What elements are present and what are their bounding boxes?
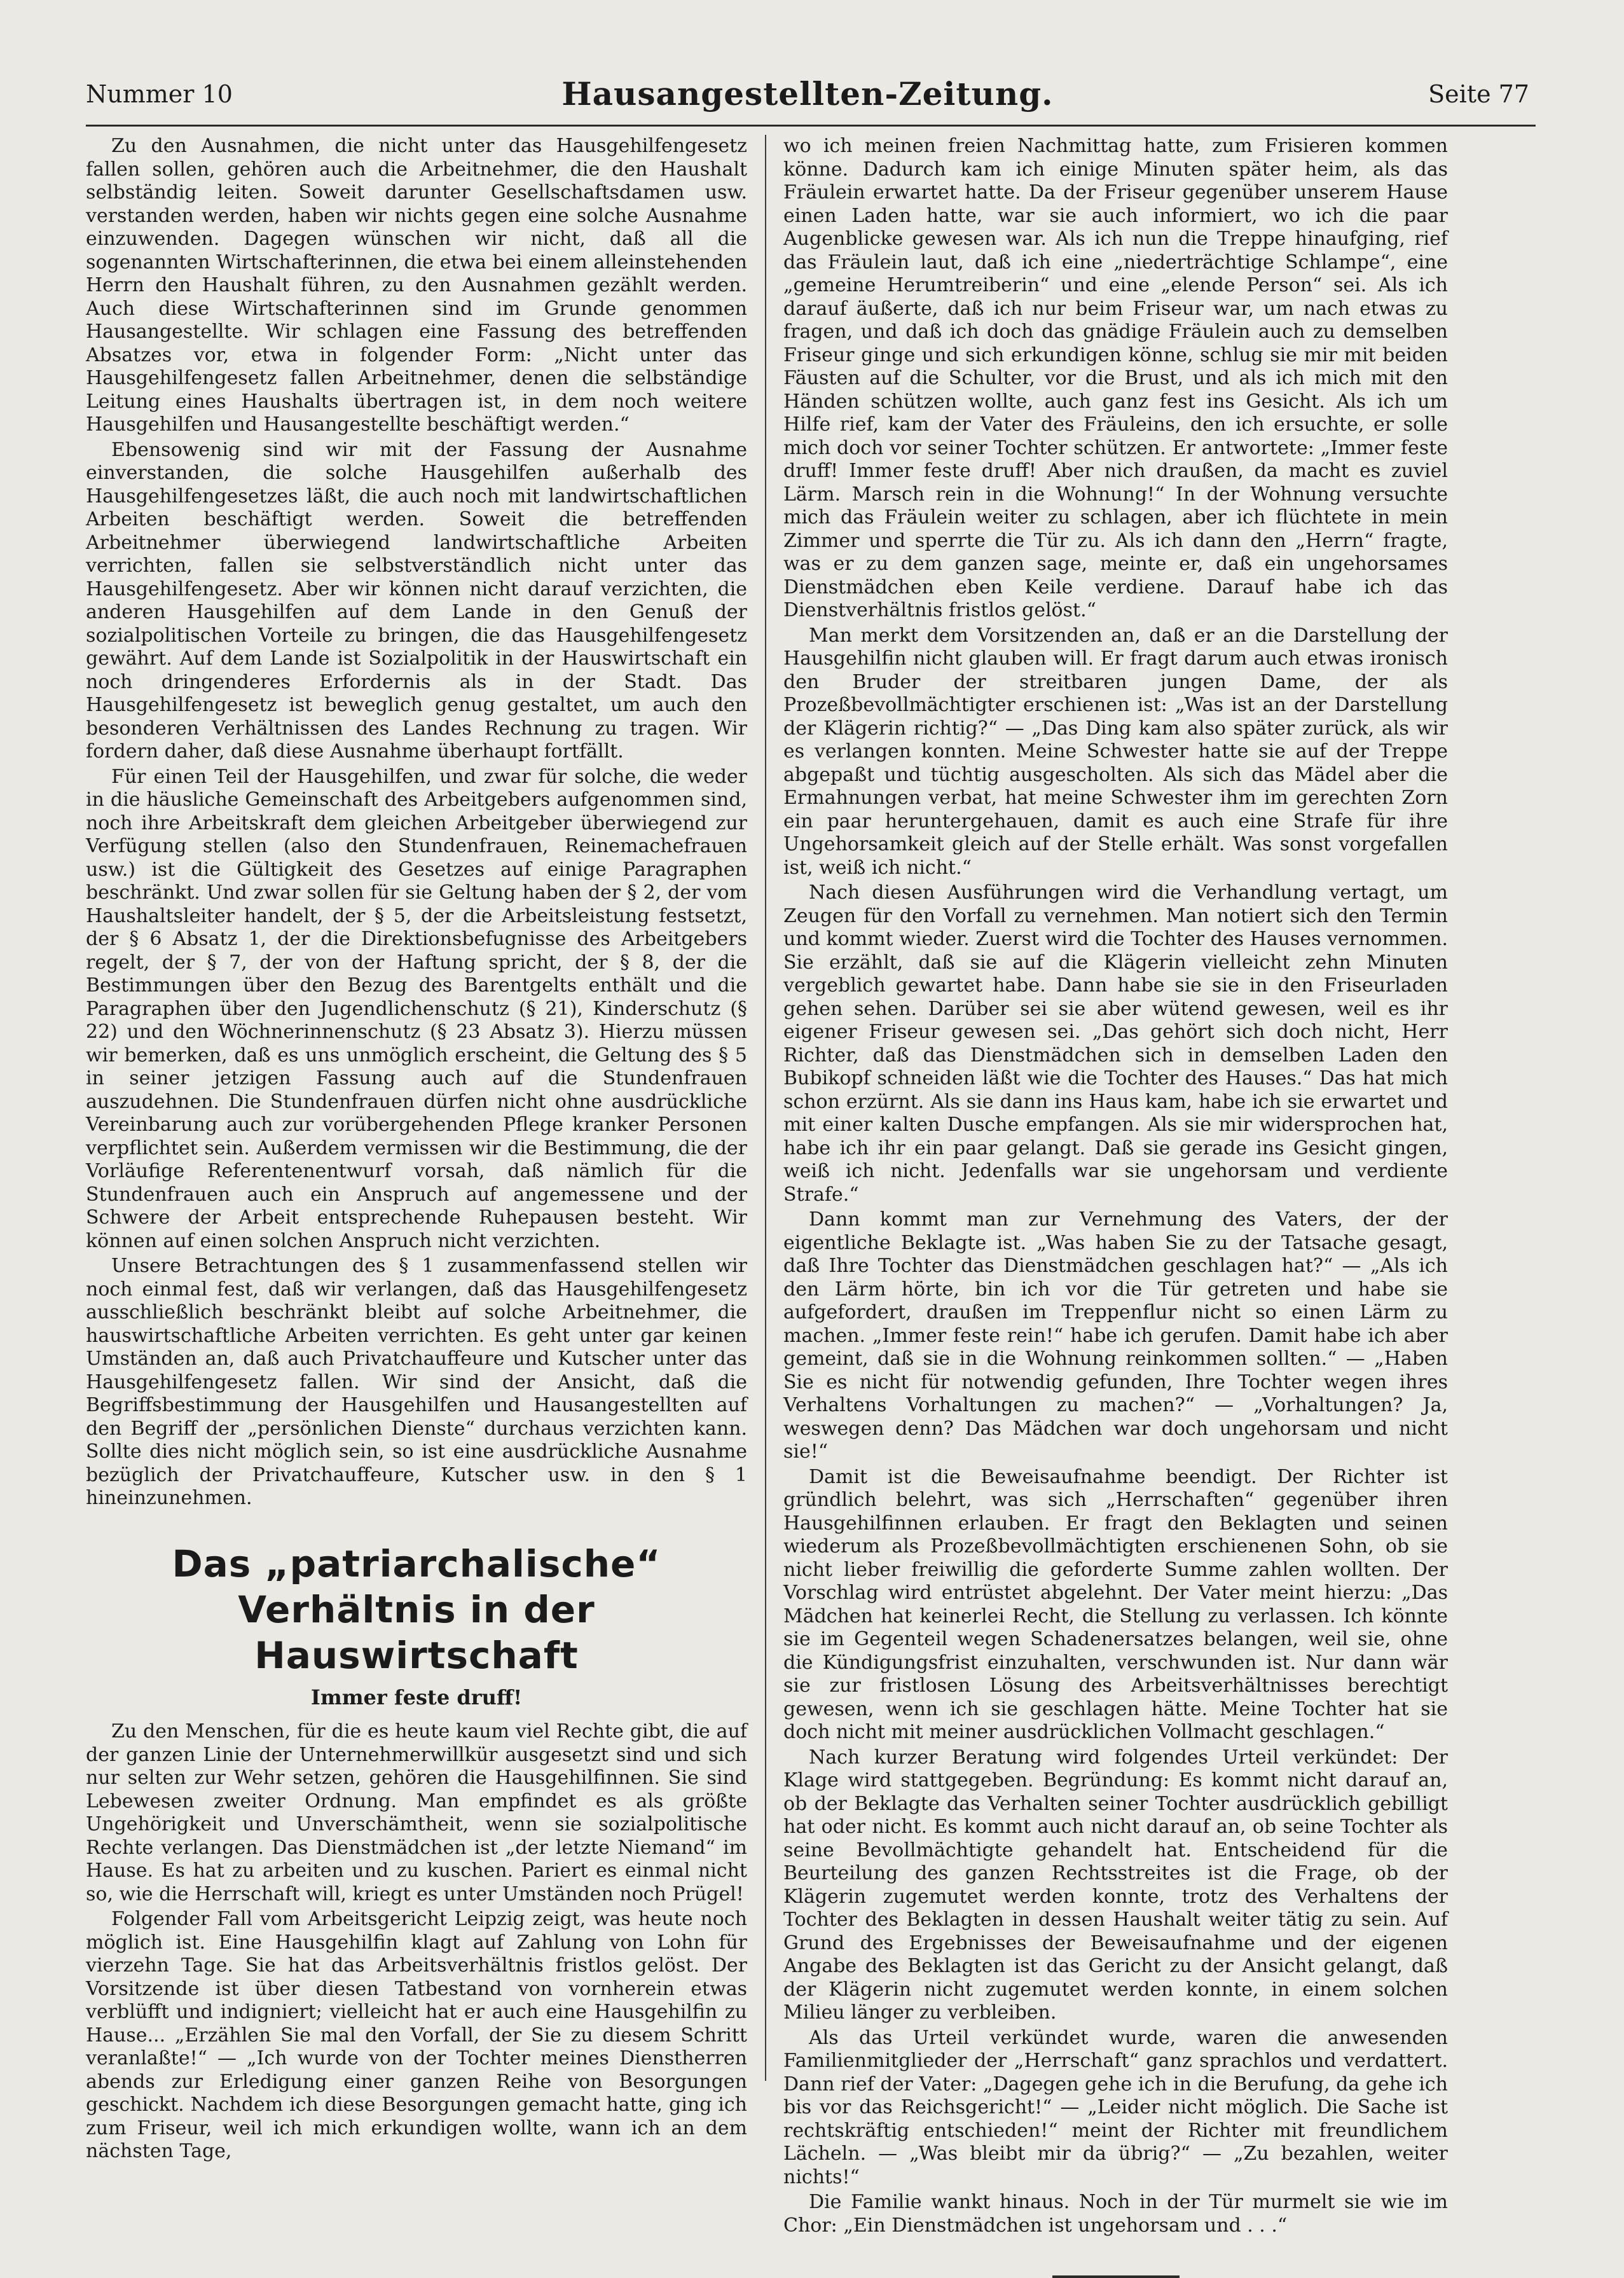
paragraph: Nach diesen Ausführungen wird die Verhandlung vertagt, um Zeugen für den Vorfall zu vernehmen. Man notiert sich den Termin und kommt wieder. Zuerst wird die Tochter des Hauses vernommen. Sie erzählt, daß sie auf die Klägerin vielleicht zehn Minuten vergeblich gewartet habe. Dann habe sie sie in den Friseurladen gehen sehen. Darüber sei sie aber wütend gewesen, weil es ihr eigener Friseur gewesen sei. „Das gehört sich doch nicht, Herr Richter, daß das Dienstmädchen sich in demselben Laden den Bubikopf schneiden läßt wie die Tochter des Hauses.“ Das hat mich schon erzürnt. Als sie dann ins Haus kam, habe ich sie erwartet und mit einer kalten Dusche empfangen. Als sie mir widersprochen hat, habe ich ihr ein paar gelangt. Daß sie gerade ins Gesicht gingen, weiß ich nicht. Jedenfalls war sie ungehorsam und verdiente Strafe.“ bbox=[783, 881, 1448, 1206]
page-header bbox=[86, 75, 1529, 120]
paragraph: Unsere Betrachtungen des § 1 zusammenfassend stellen wir noch einmal fest, daß wir verlangen, daß das Hausgehilfengesetz ausschließlich beschränkt bleibt auf solche Arbeitnehmer, die hauswirtschaftliche Arbeiten verrichten. Es geht unter gar keinen Umständen an, daß auch Privatchauffeure und Kutscher unter das Hausgehilfengesetz fallen. Wir sind der Ansicht, daß die Begriffsbestimmung der Hausgehilfen und Hausangestellten auf den Begriff der „persönlichen Dienste“ durchaus verzichten kann. Sollte dies nicht möglich sein, so ist eine ausdrückliche Ausnahme bezüglich der Privatchauffeure, Kutscher usw. in den § 1 hineinzunehmen. bbox=[86, 1255, 747, 1509]
page-number: Seite 77 bbox=[1428, 80, 1529, 108]
paragraph: Für einen Teil der Hausgehilfen, und zwar für solche, die weder in die häusliche Gemeinschaft des Arbeitgebers aufgenommen sind, noch ihre Arbeitskraft dem gleichen Arbeitgeber überwiegend zur Verfügung stellen (also den Stundenfrauen, Reinemachefrauen usw.) ist die Gültigkeit des Gesetzes auf einige Paragraphen beschränkt. Und zwar sollen für sie Geltung haben der § 2, der vom Haushaltsleiter handelt, der § 5, der die Arbeitsleistung festsetzt, der § 6 Absatz 1, der die Direktionsbefugnisse des Arbeitgebers regelt, der § 7, der von der Haftung spricht, der § 8, der die Bestimmungen über den Bezug des Barentgelts enthält und die Paragraphen über den Jugendlichenschutz (§ 21), Kinderschutz (§ 22) und den Wöchnerinnenschutz (§ 23 Absatz 3). Hierzu müssen wir bemerken, daß es uns unmöglich erscheint, die Geltung des § 5 in seiner jetzigen Fassung auch auf die Stundenfrauen auszudehnen. Die Stundenfrauen dürfen nicht ohne ausdrückliche Vereinbarung auch zur vorübergehenden Pflege kranker Personen verpflichtet sein. Außerdem vermissen wir die Bestimmung, die der Vorläufige Referentenentwurf vorsah, daß nämlich für die Stundenfrauen auch ein Anspruch auf angemessene und der Schwere der Arbeit entsprechende Ruhepausen besteht. Wir können auf einen solchen Anspruch nicht verzichten. bbox=[86, 765, 747, 1252]
issue-number: Nummer 10 bbox=[86, 80, 233, 108]
right-column bbox=[783, 135, 1448, 2237]
article-subheadline: Immer feste druff! bbox=[310, 1685, 523, 1709]
column-divider bbox=[765, 135, 766, 2081]
paragraph: Man merkt dem Vorsitzenden an, daß er an die Darstellung der Hausgehilfin nicht glauben will. Er fragt darum auch etwas ironisch den Bruder der streitbaren jungen Dame, der als Prozeßbevollmächtigter erschienen ist: „Was ist an der Darstellung der Klägerin richtig?“ — „Das Ding kam also später zurück, als wir es verlangen konnten. Meine Schwester hatte sie auf der Treppe abgepaßt und tüchtig ausgescholten. Als sich das Mädel aber die Ermahnungen verbat, hat meine Schwester ihm im gerechten Zorn ein paar heruntergehauen, damit es auch eine Strafe für ihre Ungehorsamkeit gleich auf der Stelle erhält. Was sonst vorgefallen ist, weiß ich nicht.“ bbox=[783, 624, 1448, 879]
end-of-article-rule bbox=[1052, 2275, 1180, 2278]
newspaper-title: Hausangestellten-Zeitung. bbox=[561, 75, 1054, 113]
paragraph: wo ich meinen freien Nachmittag hatte, zum Frisieren kommen könne. Dadurch kam ich einige Minuten später heim, als das Fräulein erwartet hatte. Da der Friseur gegenüber unserem Hause einen Laden hatte, war sie auch informiert, wo ich die paar Augenblicke gewesen war. Als ich nun die Treppe hinaufging, rief das Fräulein laut, daß ich eine „niederträchtige Schlampe“, eine „gemeine Herumtreiberin“ und eine „elende Person“ sei. Als ich darauf äußerte, daß ich nur beim Friseur war, um nach etwas zu fragen, und daß ich doch das gnädige Fräulein auch zu demselben Friseur ginge und sich erkundigen könne, schlug sie mir mit beiden Fäusten auf die Schulter, vor die Brust, und als ich mich mit den Händen schützen wollte, auch ganz fest ins Gesicht. Als ich um Hilfe rief, kam der Vater des Fräuleins, den ich ersuchte, er solle mich doch vor seiner Tochter schützen. Er antwortete: „Immer feste druff! Immer feste druff! Aber nich draußen, da macht es zuviel Lärm. Marsch rein in die Wohnung!“ In der Wohnung versuchte mich das Fräulein weiter zu schlagen, aber ich flüchtete in mein Zimmer und sperrte die Tür zu. Als ich dann den „Herrn“ fragte, was er zu dem ganzen sage, meinte er, daß ein ungehorsames Dienstmädchen eben Keile verdiene. Darauf habe ich das Dienstverhältnis fristlos gelöst.“ bbox=[783, 135, 1448, 621]
paragraph: Damit ist die Beweisaufnahme beendigt. Der Richter ist gründlich belehrt, was sich „Herrschaften“ gegenüber ihren Hausgehilfinnen erlauben. Er fragt den Beklagten und seinen wiederum als Prozeßbevollmächtigten erschienenen Sohn, ob sie nicht lieber freiwillig die geforderte Summe zahlen wollten. Der Vorschlag wird entrüstet abgelehnt. Der Vater meint hierzu: „Das Mädchen hat keinerlei Recht, die Stellung zu verlassen. Ich könnte sie im Gegenteil wegen Schadenersatzes belangen, weil sie, ohne die Kündigungsfrist einzuhalten, verschwunden ist. Nur dann wär sie zur fristlosen Lösung des Arbeitsverhältnisses berechtigt gewesen, wenn ich sie geschlagen hätte. Meine Tochter hat sie doch nicht mit meiner ausdrücklichen Vollmacht geschlagen.“ bbox=[783, 1465, 1448, 1743]
article-headline: Das „patriarchalische“ Verhältnis in der Hauswirtschaft bbox=[172, 1542, 661, 1677]
paragraph: Die Familie wankt hinaus. Noch in der Tür murmelt sie wie im Chor: „Ein Dienstmädchen ist ungehorsam und . . .“ bbox=[783, 2191, 1448, 2237]
left-column bbox=[86, 135, 747, 2162]
paragraph: Als das Urteil verkündet wurde, waren die anwesenden Familienmitglieder der „Herrschaft“ ganz sprachlos und verdattert. Dann rief der Vater: „Dagegen gehe ich in die Berufung, da gehe ich bis vor das Reichsgericht!“ — „Leider nicht möglich. Die Sache ist rechtskräftig entschieden!“ meint der Richter mit freundlichem Lächeln. — „Was bleibt mir da übrig?“ — „Zu bezahlen, weiter nichts!“ bbox=[783, 2026, 1448, 2188]
header-rule bbox=[86, 125, 1536, 127]
paragraph: Ebensowenig sind wir mit der Fassung der Ausnahme einverstanden, die solche Hausgehilfen außerhalb des Hausgehilfengesetzes läßt, die auch noch mit landwirtschaftlichen Arbeiten beschäftigt werden. Soweit die betreffenden Arbeitnehmer überwiegend landwirtschaftliche Arbeiten verrichten, fallen sie selbstverständlich nicht unter das Hausgehilfengesetz. Aber wir können nicht darauf verzichten, die anderen Hausgehilfen auf dem Lande in den Genuß der sozialpolitischen Vorteile zu bringen, die das Hausgehilfengesetz gewährt. Auf dem Lande ist Sozialpolitik in der Hauswirtschaft ein noch dringenderes Erfordernis als in der Stadt. Das Hausgehilfengesetz ist beweglich genug gestaltet, um auch den besonderen Verhältnissen des Landes Rechnung zu tragen. Wir fordern daher, daß diese Ausnahme überhaupt fortfällt. bbox=[86, 438, 747, 763]
paragraph: Folgender Fall vom Arbeitsgericht Leipzig zeigt, was heute noch möglich ist. Eine Hausgehilfin klagt auf Zahlung von Lohn für vierzehn Tage. Sie hat das Arbeitsverhältnis fristlos gelöst. Der Vorsitzende ist über diesen Tatbestand von vornherein etwas verblüfft und indigniert; vielleicht hat er auch eine Hausgehilfin zu Hause... „Erzählen Sie mal den Vorfall, der Sie zu diesem Schritt veranlaßte!“ — „Ich wurde von der Tochter meines Dienstherren abends zur Erledigung einer ganzen Reihe von Besorgungen geschickt. Nachdem ich diese Besorgungen gemacht hatte, ging ich zum Friseur, weil ich mich erkundigen wollte, wann ich an dem nächsten Tage, bbox=[86, 1908, 747, 2162]
paragraph: Dann kommt man zur Vernehmung des Vaters, der der eigentliche Beklagte ist. „Was haben Sie zu der Tatsache gesagt, daß Ihre Tochter das Dienstmädchen geschlagen hat?“ — „Als ich den Lärm hörte, bin ich vor die Tür getreten und habe sie aufgefordert, draußen im Treppenflur nicht so einen Lärm zu machen. „Immer feste rein!“ habe ich gerufen. Damit habe ich aber gemeint, daß sie in die Wohnung reinkommen sollten.“ — „Haben Sie es nicht für notwendig gefunden, Ihre Tochter wegen ihres Verhaltens Vorhaltungen zu machen?“ — „Vorhaltungen? Ja, weswegen denn? Das Mädchen war doch ungehorsam und nicht sie!“ bbox=[783, 1208, 1448, 1463]
paragraph: Zu den Menschen, für die es heute kaum viel Rechte gibt, die auf der ganzen Linie der Unternehmerwillkür ausgesetzt sind und sich nur selten zur Wehr setzen, gehören die Hausgehilfinnen. Sie sind Lebewesen zweiter Ordnung. Man empfindet es als größte Ungehörigkeit und Unverschämtheit, wenn sie sozialpolitische Rechte verlangen. Das Dienstmädchen ist „der letzte Niemand“ im Hause. Es hat zu arbeiten und zu kuschen. Pariert es einmal nicht so, wie die Herrschaft will, kriegt es unter Umständen noch Prügel! bbox=[86, 1720, 747, 1905]
paragraph: Zu den Ausnahmen, die nicht unter das Hausgehilfengesetz fallen sollen, gehören auch die Arbeitnehmer, die den Haushalt selbständig leiten. Soweit darunter Gesellschaftsdamen usw. verstanden werden, haben wir nichts gegen eine solche Ausnahme einzuwenden. Dagegen wünschen wir nicht, daß all die sogenannten Wirtschafterinnen, die etwa bei einem alleinstehenden Herrn den Haushalt führen, zu den Ausnahmen gezählt werden. Auch diese Wirtschafterinnen sind im Grunde genommen Hausangestellte. Wir schlagen eine Fassung des betreffenden Absatzes vor, etwa in folgender Form: „Nicht unter das Hausgehilfengesetz fallen Arbeitnehmer, denen die selbständige Leitung eines Haushalts übertragen ist, in dem noch weitere Hausgehilfen und Hausangestellte beschäftigt werden.“ bbox=[86, 135, 747, 436]
paragraph: Nach kurzer Beratung wird folgendes Urteil verkündet: Der Klage wird stattgegeben. Begründung: Es kommt nicht darauf an, ob der Beklagte das Verhalten seiner Tochter ausdrücklich gebilligt hat oder nicht. Es kommt auch nicht darauf an, ob seine Tochter als seine Bevollmächtigte gehandelt hat. Entscheidend für die Beurteilung des ganzen Rechtsstreites ist die Frage, ob der Klägerin zugemutet werden konnte, trotz des Verhaltens der Tochter des Beklagten in dessen Haushalt weiter tätig zu sein. Auf Grund des Ergebnisses der Beweisaufnahme und der eigenen Angabe des Beklagten ist das Gericht zu der Ansicht gelangt, daß der Klägerin nicht zugemutet werden konnte, in einem solchen Milieu länger zu verbleiben. bbox=[783, 1746, 1448, 2024]
